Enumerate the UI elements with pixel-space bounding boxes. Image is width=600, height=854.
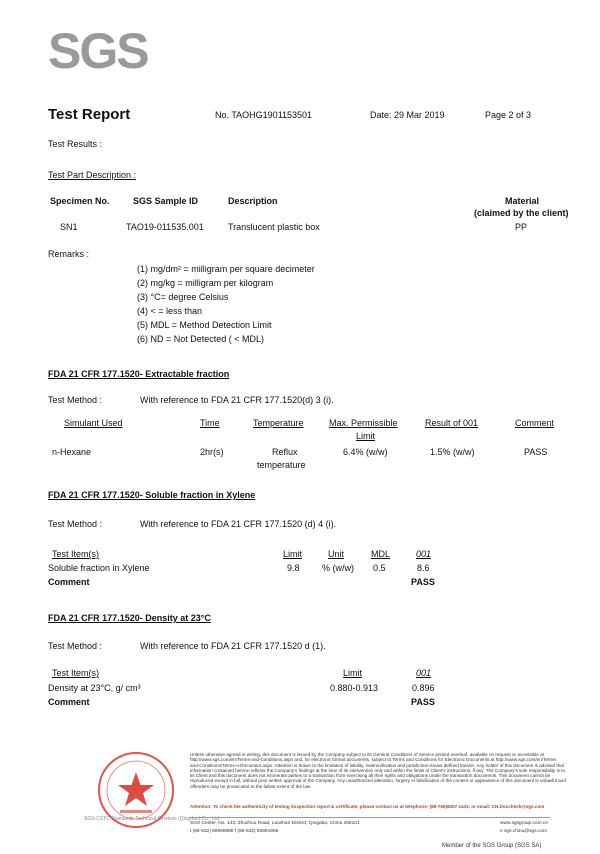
footer-member: Member of the SGS Group (SGS SA) [442, 843, 542, 849]
specimen-no-header: Specimen No. [50, 196, 110, 206]
specimen-no-cell: SN1 [60, 222, 78, 232]
limit-cell: 6.4% (w/w) [343, 447, 388, 457]
unit-header: Unit [328, 549, 345, 559]
footer-divider [190, 817, 550, 818]
unit-cell: % (w/w) [322, 563, 354, 573]
temperature-header: Temperature [253, 418, 304, 428]
test-item-header: Test Item(s) [52, 549, 100, 559]
material-cell: PP [515, 222, 528, 232]
test-method-label: Test Method : [48, 641, 103, 651]
sgs-logo [48, 23, 164, 79]
comment-label: Comment [48, 697, 90, 707]
report-title: Test Report [48, 106, 131, 123]
footer-phone: t (86-532) 68999888 f (86-532) 80991955 [190, 829, 279, 834]
section-title-xylene: FDA 21 CFR 177.1520- Soluble fraction in Xylene [48, 490, 256, 500]
remark-item: (6) ND = Not Detected ( < MDL) [137, 334, 265, 344]
mdl-header: MDL [371, 549, 391, 559]
test-part-description-label: Test Part Description : [48, 170, 137, 180]
limit-header-line2: Limit [356, 431, 376, 441]
sample-001-cell: 0.896 [412, 683, 435, 693]
result-header: Result of 001 [425, 418, 479, 428]
limit-header: Limit [283, 549, 303, 559]
limit-cell: 9.8 [287, 563, 300, 573]
description-header: Description [228, 196, 278, 206]
comment-header: Comment [515, 418, 555, 428]
section-title-extractable: FDA 21 CFR 177.1520- Extractable fraction [48, 369, 230, 379]
temperature-cell: Reflux [272, 447, 298, 457]
limit-header: Limit [343, 668, 363, 678]
simulant-header: Simulant Used [64, 418, 123, 428]
sample-001-header: 001 [416, 549, 432, 559]
result-cell: 1.5% (w/w) [430, 447, 475, 457]
temperature-cell-line2: temperature [257, 460, 306, 470]
page-number: Page 2 of 3 [485, 110, 532, 120]
remarks-label: Remarks : [48, 249, 90, 259]
report-date: Date: 29 Mar 2019 [370, 110, 445, 120]
remark-item: (2) mg/kg = milligram per kilogram [137, 278, 274, 288]
test-item-header: Test Item(s) [52, 668, 100, 678]
test-results-label: Test Results : [48, 139, 103, 149]
footer-web: www.sgsgroup.com.cn [500, 821, 548, 826]
remark-item: (1) mg/dm² = milligram per square decimeter [137, 264, 315, 274]
description-cell: Translucent plastic box [228, 222, 320, 232]
sample-001-cell: 8.6 [417, 563, 430, 573]
report-number: No. TAOHG1901153501 [215, 110, 313, 120]
footer-company-name: SGS-CSTC Standards Technical Services (Qingdao) Co., Ltd. [84, 816, 221, 822]
remark-item: (5) MDL = Method Detection Limit [137, 320, 272, 330]
comment-cell: PASS [524, 447, 548, 457]
limit-cell: 0.880-0.913 [330, 683, 379, 693]
remark-item: (3) °C= degree Celsius [137, 292, 229, 302]
test-method-value: With reference to FDA 21 CFR 177.1520 (d) 4 (i). [140, 519, 337, 529]
comment-value: PASS [411, 577, 435, 587]
test-item-cell: Density at 23°C, g/ cm³ [48, 683, 141, 693]
test-method-label: Test Method : [48, 395, 103, 405]
time-cell: 2hr(s) [200, 447, 224, 457]
comment-label: Comment [48, 577, 90, 587]
time-header: Time [200, 418, 220, 428]
test-method-value: With reference to FDA 21 CFR 177.1520(d) 3 (i). [140, 395, 334, 405]
remark-item: (4) < = less than [137, 306, 203, 316]
comment-value: PASS [411, 697, 435, 707]
material-claimed-header: (claimed by the client) [474, 208, 569, 218]
material-header: Material [505, 196, 540, 206]
section-title-density: FDA 21 CFR 177.1520- Density at 23°C [48, 613, 211, 623]
footer-disclaimer: Unless otherwise agreed in writing, this document is issued by the Company subject to its General Conditions of Service printed overleaf, available on request or accessible at http://www.sgs.com/en/Terms-and-Conditions.aspx and, for electronic format documents, subject to Terms and Conditions for Electronic Documents at http://www.sgs.com/en/Terms-and-Conditions/Terms-e-Document.aspx. Attention is drawn to the limitation of liability, indemnification and jurisdiction issues defined therein. Any holder of this document is advised that information contained hereon reflects the Company's findings at the time of its intervention only and within the limits of Client's instructions, if any. The Company's sole responsibility is to its Client and this document does not exonerate parties to a transaction from exercising all their rights and obligations under the transaction documents. This document cannot be reproduced except in full, without prior written approval of the Company. Any unauthorized alteration, forgery or falsification of the content or appearance of this document is unlawful and offenders may be prosecuted to the fullest extent of the law. [190, 752, 566, 789]
limit-header: Max. Permissible [329, 418, 398, 428]
test-item-cell: Soluble fraction in Xylene [48, 563, 150, 573]
footer-address: SGS Center, No. 143, Zhuzhou Road, Laoshan District, Qingdao, China 266101 [190, 821, 360, 826]
footer-email: e sgs.china@sgs.com [500, 829, 547, 834]
test-method-value: With reference to FDA 21 CFR 177.1520 d (1). [140, 641, 326, 651]
mdl-cell: 0.5 [373, 563, 386, 573]
test-method-label: Test Method : [48, 519, 103, 529]
sample-id-header: SGS Sample ID [133, 196, 199, 206]
simulant-cell: n-Hexane [52, 447, 92, 457]
sgs-logo-text: SGS [48, 23, 148, 79]
footer-attention: Attention: To check the authenticity of testing /inspection report & certificate, please contact us at telephone: (86-755)8307 1443, or email: CN.Doccheck@sgs.com [190, 804, 545, 809]
sample-id-cell: TAO19-011535.001 [126, 222, 204, 232]
sample-001-header: 001 [416, 668, 432, 678]
